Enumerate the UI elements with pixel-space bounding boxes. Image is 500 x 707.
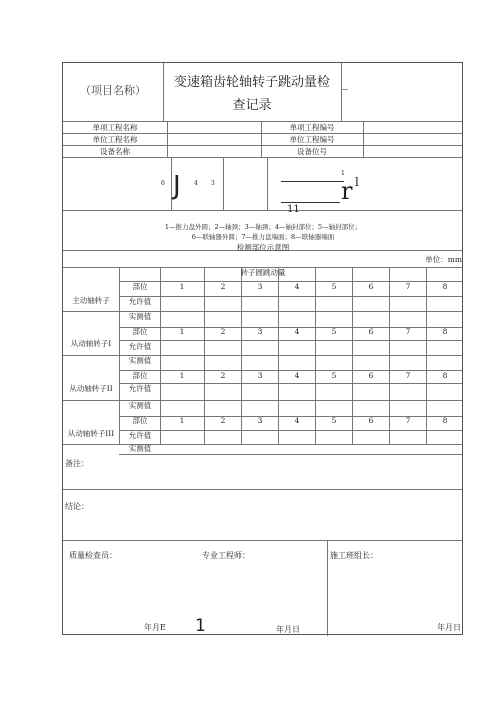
date-foreman: 年月日: [437, 623, 461, 632]
title-dash: _: [342, 76, 348, 90]
column-number: 3: [257, 416, 263, 425]
rule: [363, 121, 364, 157]
column-number: 4: [294, 416, 300, 425]
label-unit-project-code: 单位工程编号: [289, 135, 335, 144]
column-number: 6: [368, 282, 374, 291]
column-number: 3: [257, 371, 263, 380]
row-label-measured: 实测值: [128, 401, 152, 410]
column-number: 3: [257, 327, 263, 336]
column-number: 1: [179, 371, 185, 380]
label-unit-project-name: 单位工程名称: [92, 135, 138, 144]
column-number: 2: [220, 371, 226, 380]
column-number: 6: [368, 371, 374, 380]
rule: [63, 355, 462, 356]
column-number: 5: [331, 416, 337, 425]
row-label-measured: 实测值: [128, 312, 152, 321]
column-number: 5: [331, 371, 337, 380]
diagram-glyph: l: [355, 175, 359, 189]
rule: [389, 267, 390, 444]
column-number: 7: [405, 282, 411, 291]
rule: [426, 267, 427, 444]
column-number: 6: [368, 327, 374, 336]
rule: [63, 311, 462, 312]
rule: [327, 540, 328, 636]
rule: [119, 267, 120, 444]
date-mark: 1: [195, 616, 206, 636]
diagram-label: 4: [194, 180, 198, 187]
row-label-allowed: 允许值: [128, 431, 152, 440]
rule: [267, 157, 268, 210]
unit-label: 单位：mm: [425, 255, 462, 264]
rule: [167, 121, 168, 157]
rule: [119, 454, 462, 455]
column-number: 8: [442, 327, 448, 336]
diagram-caption-title: 检测部位示意图: [236, 243, 290, 252]
rule: [63, 210, 462, 211]
label-equipment-name: 设备名称: [100, 147, 130, 156]
qc-inspector-label: 质量检查员：: [69, 551, 117, 560]
label-subproject-name: 单项工程名称: [92, 123, 138, 132]
section-title: 转子圆跳动量: [240, 268, 286, 277]
group-label: 从动轴转子I: [70, 339, 112, 348]
inspection-form: [62, 62, 463, 635]
column-number: 5: [331, 282, 337, 291]
row-label-position: 部位: [132, 327, 148, 336]
row-label-position: 部位: [132, 416, 148, 425]
column-number: 2: [220, 282, 226, 291]
rule: [119, 430, 462, 431]
label-equipment-tag: 设备位号: [297, 147, 327, 156]
remarks-label: 备注：: [65, 459, 89, 468]
rule: [204, 267, 205, 444]
column-number: 1: [179, 282, 185, 291]
diagram-glyph: 11: [287, 204, 300, 215]
diagram-glyph: J: [173, 171, 181, 201]
group-label: 主动轴转子: [72, 296, 110, 305]
column-number: 7: [405, 371, 411, 380]
diagram-line: [281, 202, 340, 203]
diagram-label: 1: [341, 170, 345, 177]
column-number: 5: [331, 327, 337, 336]
rule: [341, 63, 342, 121]
diagram-label: 6: [161, 180, 165, 187]
column-number: 1: [179, 327, 185, 336]
column-number: 7: [405, 327, 411, 336]
column-number: 8: [442, 371, 448, 380]
date-engineer: 年月日: [276, 625, 300, 634]
rule: [223, 157, 224, 210]
column-number: 7: [405, 416, 411, 425]
rule: [63, 489, 462, 490]
column-number: 4: [294, 282, 300, 291]
group-label: 从动轴转子III: [67, 429, 115, 438]
rule: [261, 121, 262, 157]
diagram-caption: 1—推力盘外圆；2—轴颈；3—轴颈；4—轴封部位；5—轴封部位；: [164, 223, 362, 231]
rule: [63, 121, 462, 122]
rule: [352, 267, 353, 444]
rule: [160, 267, 161, 444]
rule: [63, 400, 462, 401]
row-label-allowed: 允许值: [128, 384, 152, 393]
rule: [119, 340, 462, 341]
foreman-label: 施工班组长：: [330, 551, 378, 560]
diagram-glyph: r: [341, 177, 353, 205]
column-number: 4: [294, 371, 300, 380]
rule: [163, 63, 164, 121]
column-number: 6: [368, 416, 374, 425]
project-name: （项目名称）: [80, 84, 146, 97]
rule: [63, 133, 462, 134]
rule: [119, 383, 462, 384]
conclusion-label: 结论：: [65, 502, 89, 511]
column-number: 8: [442, 282, 448, 291]
rule: [63, 444, 462, 445]
group-label: 从动轴转子II: [69, 384, 113, 393]
row-label-measured: 实测值: [128, 444, 152, 453]
page-title-line2: 查记录: [232, 98, 272, 113]
rule: [278, 267, 279, 444]
label-subproject-code: 单项工程编号: [289, 123, 335, 132]
diagram-label: 3: [211, 180, 215, 187]
engineer-label: 专业工程师：: [202, 551, 250, 560]
rule: [63, 157, 462, 158]
page-title: 变速箱齿轮轴转子跳动量检: [173, 75, 331, 90]
diagram-caption: 6—联轴器外圆；7—推力盘端面；8—联轴器端面: [191, 233, 335, 241]
column-number: 2: [220, 327, 226, 336]
rule: [63, 145, 462, 146]
row-label-allowed: 允许值: [128, 342, 152, 351]
diagram-line: [281, 181, 344, 182]
column-number: 4: [294, 327, 300, 336]
rule: [315, 267, 316, 444]
date-qc: 年月E: [144, 623, 166, 632]
row-label-allowed: 允许值: [128, 297, 152, 306]
rule: [241, 267, 242, 444]
column-number: 3: [257, 282, 263, 291]
rule: [171, 157, 172, 210]
column-number: 1: [179, 416, 185, 425]
rule: [119, 296, 462, 297]
row-label-measured: 实测值: [128, 356, 152, 365]
row-label-position: 部位: [132, 371, 148, 380]
row-label-position: 部位: [132, 282, 148, 291]
column-number: 8: [442, 416, 448, 425]
rule: [63, 540, 462, 541]
column-number: 2: [220, 416, 226, 425]
